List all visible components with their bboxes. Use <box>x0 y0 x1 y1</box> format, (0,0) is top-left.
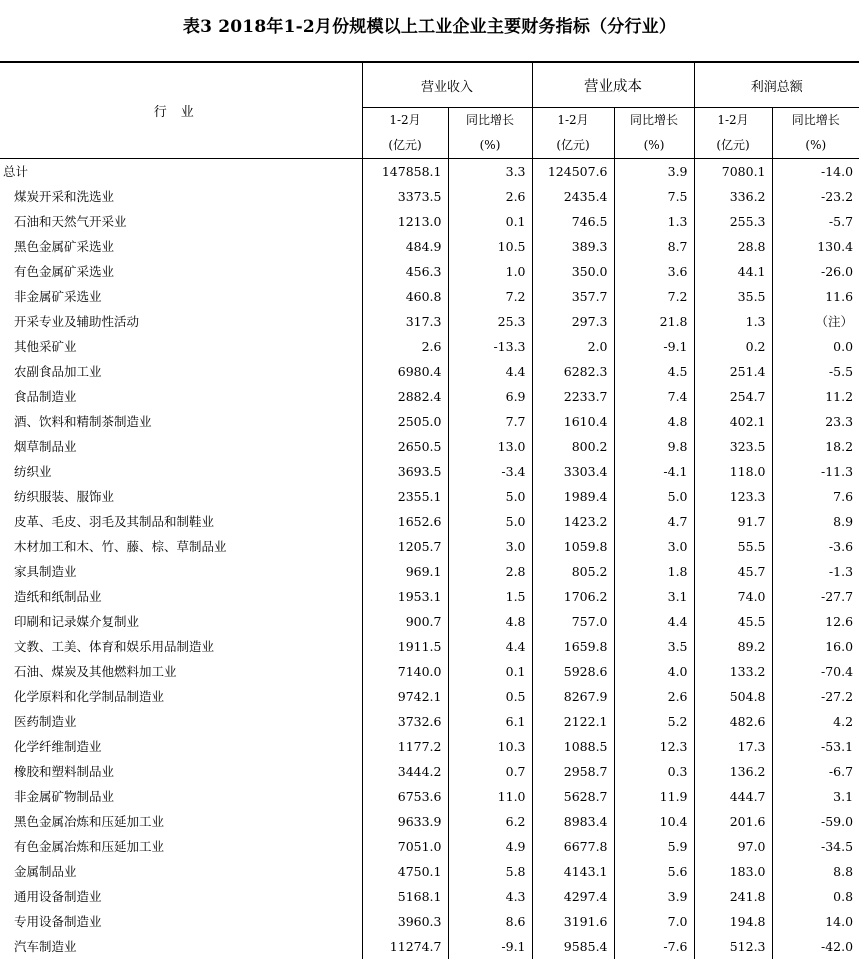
cost-growth-cell: -9.1 <box>614 334 694 359</box>
revenue-period-header: 1-2月 (亿元) <box>362 108 448 159</box>
revenue-value-cell: 317.3 <box>362 309 448 334</box>
cost-growth-cell: 4.8 <box>614 409 694 434</box>
table-row <box>0 809 859 834</box>
profit-growth-cell: -70.4 <box>772 659 859 684</box>
cost-growth-cell: 3.0 <box>614 534 694 559</box>
profit-growth-cell: -1.3 <box>772 559 859 584</box>
profit-value-cell: 35.5 <box>694 284 772 309</box>
financial-indicators-table <box>0 61 859 959</box>
profit-growth-cell: （注） <box>772 309 859 334</box>
profit-value-cell: 118.0 <box>694 459 772 484</box>
profit-value-cell: 241.8 <box>694 884 772 909</box>
cost-value-cell: 2958.7 <box>532 759 614 784</box>
profit-growth-cell: -23.2 <box>772 184 859 209</box>
cost-growth-cell: 1.8 <box>614 559 694 584</box>
cost-value-cell: 1989.4 <box>532 484 614 509</box>
profit-value-cell: 251.4 <box>694 359 772 384</box>
profit-value-cell: 201.6 <box>694 809 772 834</box>
profit-growth-cell: -27.7 <box>772 584 859 609</box>
table-row <box>0 659 859 684</box>
profit-value-cell: 28.8 <box>694 234 772 259</box>
revenue-growth-cell: 4.9 <box>448 834 532 859</box>
industry-name-cell: 石油、煤炭及其他燃料加工业 <box>0 659 362 684</box>
revenue-growth-cell: 1.0 <box>448 259 532 284</box>
revenue-value-cell: 969.1 <box>362 559 448 584</box>
profit-value-cell: 55.5 <box>694 534 772 559</box>
table-row <box>0 509 859 534</box>
profit-growth-cell: -53.1 <box>772 734 859 759</box>
profit-value-cell: 504.8 <box>694 684 772 709</box>
revenue-growth-cell: 13.0 <box>448 434 532 459</box>
revenue-growth-cell: 7.7 <box>448 409 532 434</box>
table-row <box>0 309 859 334</box>
profit-growth-cell: 11.6 <box>772 284 859 309</box>
profit-value-cell: 74.0 <box>694 584 772 609</box>
cost-growth-cell: 3.9 <box>614 159 694 185</box>
page-title: 表3 2018年1-2月份规模以上工业企业主要财务指标（分行业） <box>0 12 859 37</box>
revenue-header: 营业收入 <box>362 62 532 108</box>
table-row <box>0 559 859 584</box>
profit-value-cell: 194.8 <box>694 909 772 934</box>
cost-value-cell: 2.0 <box>532 334 614 359</box>
revenue-value-cell: 1213.0 <box>362 209 448 234</box>
revenue-value-cell: 460.8 <box>362 284 448 309</box>
cost-growth-cell: 21.8 <box>614 309 694 334</box>
revenue-growth-cell: 1.5 <box>448 584 532 609</box>
industry-name-cell: 黑色金属矿采选业 <box>0 234 362 259</box>
cost-growth-cell: 4.4 <box>614 609 694 634</box>
table-row <box>0 334 859 359</box>
table-row <box>0 759 859 784</box>
profit-value-cell: 1.3 <box>694 309 772 334</box>
cost-value-cell: 9585.4 <box>532 934 614 959</box>
cost-value-cell: 2122.1 <box>532 709 614 734</box>
profit-growth-cell: 4.2 <box>772 709 859 734</box>
profit-growth-cell: -5.7 <box>772 209 859 234</box>
profit-growth-cell: 16.0 <box>772 634 859 659</box>
table-row <box>0 734 859 759</box>
profit-value-cell: 183.0 <box>694 859 772 884</box>
cost-value-cell: 6677.8 <box>532 834 614 859</box>
industry-name-cell: 有色金属矿采选业 <box>0 259 362 284</box>
cost-value-cell: 1423.2 <box>532 509 614 534</box>
cost-growth-cell: 3.1 <box>614 584 694 609</box>
table-row <box>0 784 859 809</box>
profit-header: 利润总额 <box>694 62 859 108</box>
cost-value-cell: 350.0 <box>532 259 614 284</box>
cost-growth-cell: 9.8 <box>614 434 694 459</box>
industry-name-cell: 化学纤维制造业 <box>0 734 362 759</box>
revenue-growth-cell: 6.1 <box>448 709 532 734</box>
revenue-growth-cell: 5.8 <box>448 859 532 884</box>
industry-name-cell: 印刷和记录媒介复制业 <box>0 609 362 634</box>
table-row <box>0 284 859 309</box>
revenue-value-cell: 3444.2 <box>362 759 448 784</box>
profit-growth-cell: -42.0 <box>772 934 859 959</box>
cost-value-cell: 2435.4 <box>532 184 614 209</box>
profit-value-cell: 44.1 <box>694 259 772 284</box>
table-row <box>0 434 859 459</box>
revenue-value-cell: 484.9 <box>362 234 448 259</box>
profit-value-cell: 482.6 <box>694 709 772 734</box>
revenue-value-cell: 2882.4 <box>362 384 448 409</box>
table-row <box>0 184 859 209</box>
table-row <box>0 634 859 659</box>
industry-header: 行业 <box>0 62 362 159</box>
profit-value-cell: 45.5 <box>694 609 772 634</box>
cost-growth-cell: 5.0 <box>614 484 694 509</box>
revenue-growth-cell: 3.3 <box>448 159 532 185</box>
revenue-value-cell: 6980.4 <box>362 359 448 384</box>
revenue-growth-cell: 4.3 <box>448 884 532 909</box>
industry-name-cell: 造纸和纸制品业 <box>0 584 362 609</box>
cost-period-header: 1-2月 (亿元) <box>532 108 614 159</box>
revenue-value-cell: 3960.3 <box>362 909 448 934</box>
cost-value-cell: 8267.9 <box>532 684 614 709</box>
table-row <box>0 709 859 734</box>
table-row <box>0 359 859 384</box>
profit-value-cell: 0.2 <box>694 334 772 359</box>
revenue-growth-cell: 2.8 <box>448 559 532 584</box>
revenue-value-cell: 7051.0 <box>362 834 448 859</box>
cost-value-cell: 5928.6 <box>532 659 614 684</box>
table-row <box>0 834 859 859</box>
revenue-growth-cell: -9.1 <box>448 934 532 959</box>
table-row <box>0 259 859 284</box>
profit-growth-cell: 11.2 <box>772 384 859 409</box>
revenue-value-cell: 4750.1 <box>362 859 448 884</box>
table-row <box>0 609 859 634</box>
cost-growth-cell: 4.5 <box>614 359 694 384</box>
industry-name-cell: 烟草制品业 <box>0 434 362 459</box>
profit-value-cell: 402.1 <box>694 409 772 434</box>
industry-name-cell: 汽车制造业 <box>0 934 362 959</box>
industry-name-cell: 煤炭开采和洗选业 <box>0 184 362 209</box>
revenue-growth-cell: 4.8 <box>448 609 532 634</box>
table-row <box>0 884 859 909</box>
revenue-growth-cell: 7.2 <box>448 284 532 309</box>
cost-value-cell: 2233.7 <box>532 384 614 409</box>
revenue-growth-cell: 0.1 <box>448 209 532 234</box>
profit-growth-cell: 130.4 <box>772 234 859 259</box>
cost-value-cell: 1088.5 <box>532 734 614 759</box>
profit-growth-cell: -27.2 <box>772 684 859 709</box>
cost-value-cell: 297.3 <box>532 309 614 334</box>
cost-value-cell: 124507.6 <box>532 159 614 185</box>
revenue-growth-cell: 2.6 <box>448 184 532 209</box>
table-row <box>0 159 859 185</box>
cost-growth-cell: 3.6 <box>614 259 694 284</box>
revenue-growth-cell: -3.4 <box>448 459 532 484</box>
table-row <box>0 384 859 409</box>
profit-growth-cell: 8.9 <box>772 509 859 534</box>
revenue-value-cell: 456.3 <box>362 259 448 284</box>
revenue-growth-cell: 10.5 <box>448 234 532 259</box>
table-row <box>0 209 859 234</box>
table-row <box>0 409 859 434</box>
table-row <box>0 459 859 484</box>
profit-value-cell: 255.3 <box>694 209 772 234</box>
table-row <box>0 234 859 259</box>
profit-value-cell: 97.0 <box>694 834 772 859</box>
profit-growth-cell: 12.6 <box>772 609 859 634</box>
profit-growth-cell: 0.8 <box>772 884 859 909</box>
cost-value-cell: 389.3 <box>532 234 614 259</box>
cost-value-cell: 800.2 <box>532 434 614 459</box>
profit-value-cell: 45.7 <box>694 559 772 584</box>
profit-growth-cell: -34.5 <box>772 834 859 859</box>
profit-growth-cell: -59.0 <box>772 809 859 834</box>
table-row <box>0 684 859 709</box>
industry-name-cell: 酒、饮料和精制茶制造业 <box>0 409 362 434</box>
industry-name-cell: 专用设备制造业 <box>0 909 362 934</box>
industry-name-cell: 非金属矿采选业 <box>0 284 362 309</box>
cost-growth-cell: 3.5 <box>614 634 694 659</box>
industry-name-cell: 医药制造业 <box>0 709 362 734</box>
table-row <box>0 934 859 959</box>
profit-growth-cell: 14.0 <box>772 909 859 934</box>
cost-growth-cell: 1.3 <box>614 209 694 234</box>
revenue-growth-cell: 6.2 <box>448 809 532 834</box>
revenue-value-cell: 9633.9 <box>362 809 448 834</box>
revenue-value-cell: 11274.7 <box>362 934 448 959</box>
table-row <box>0 534 859 559</box>
industry-name-cell: 通用设备制造业 <box>0 884 362 909</box>
cost-growth-cell: 5.2 <box>614 709 694 734</box>
industry-name-cell: 金属制品业 <box>0 859 362 884</box>
revenue-growth-header: 同比增长 (%) <box>448 108 532 159</box>
cost-growth-cell: 7.2 <box>614 284 694 309</box>
profit-growth-cell: -3.6 <box>772 534 859 559</box>
revenue-growth-cell: 5.0 <box>448 509 532 534</box>
industry-name-cell: 总计 <box>0 159 362 185</box>
cost-value-cell: 805.2 <box>532 559 614 584</box>
profit-growth-cell: 23.3 <box>772 409 859 434</box>
revenue-value-cell: 2.6 <box>362 334 448 359</box>
profit-value-cell: 133.2 <box>694 659 772 684</box>
industry-name-cell: 农副食品加工业 <box>0 359 362 384</box>
cost-growth-cell: -4.1 <box>614 459 694 484</box>
profit-value-cell: 336.2 <box>694 184 772 209</box>
industry-name-cell: 其他采矿业 <box>0 334 362 359</box>
cost-growth-cell: 2.6 <box>614 684 694 709</box>
cost-value-cell: 746.5 <box>532 209 614 234</box>
profit-growth-cell: -6.7 <box>772 759 859 784</box>
industry-name-cell: 化学原料和化学制品制造业 <box>0 684 362 709</box>
revenue-value-cell: 9742.1 <box>362 684 448 709</box>
cost-growth-cell: 5.6 <box>614 859 694 884</box>
revenue-value-cell: 3373.5 <box>362 184 448 209</box>
revenue-growth-cell: 0.5 <box>448 684 532 709</box>
cost-growth-cell: 7.0 <box>614 909 694 934</box>
profit-value-cell: 512.3 <box>694 934 772 959</box>
revenue-value-cell: 7140.0 <box>362 659 448 684</box>
revenue-growth-cell: 11.0 <box>448 784 532 809</box>
profit-growth-cell: 3.1 <box>772 784 859 809</box>
industry-name-cell: 有色金属冶炼和压延加工业 <box>0 834 362 859</box>
cost-value-cell: 3191.6 <box>532 909 614 934</box>
profit-value-cell: 7080.1 <box>694 159 772 185</box>
table-body <box>0 159 859 959</box>
industry-name-cell: 食品制造业 <box>0 384 362 409</box>
revenue-value-cell: 2650.5 <box>362 434 448 459</box>
industry-name-cell: 非金属矿物制品业 <box>0 784 362 809</box>
cost-value-cell: 357.7 <box>532 284 614 309</box>
cost-growth-cell: -7.6 <box>614 934 694 959</box>
revenue-growth-cell: 3.0 <box>448 534 532 559</box>
revenue-growth-cell: 0.1 <box>448 659 532 684</box>
table-row <box>0 909 859 934</box>
industry-name-cell: 家具制造业 <box>0 559 362 584</box>
profit-value-cell: 89.2 <box>694 634 772 659</box>
revenue-value-cell: 1652.6 <box>362 509 448 534</box>
industry-name-cell: 木材加工和木、竹、藤、棕、草制品业 <box>0 534 362 559</box>
profit-value-cell: 444.7 <box>694 784 772 809</box>
profit-growth-cell: 7.6 <box>772 484 859 509</box>
profit-value-cell: 123.3 <box>694 484 772 509</box>
cost-growth-cell: 7.4 <box>614 384 694 409</box>
cost-header: 营业成本 <box>532 62 694 108</box>
cost-growth-cell: 3.9 <box>614 884 694 909</box>
cost-growth-cell: 5.9 <box>614 834 694 859</box>
table-row <box>0 584 859 609</box>
revenue-value-cell: 2355.1 <box>362 484 448 509</box>
revenue-growth-cell: 5.0 <box>448 484 532 509</box>
profit-value-cell: 136.2 <box>694 759 772 784</box>
industry-name-cell: 石油和天然气开采业 <box>0 209 362 234</box>
industry-name-cell: 黑色金属冶炼和压延加工业 <box>0 809 362 834</box>
profit-growth-cell: -26.0 <box>772 259 859 284</box>
table-row <box>0 859 859 884</box>
revenue-growth-cell: 10.3 <box>448 734 532 759</box>
cost-value-cell: 1659.8 <box>532 634 614 659</box>
industry-name-cell: 纺织业 <box>0 459 362 484</box>
cost-value-cell: 6282.3 <box>532 359 614 384</box>
cost-value-cell: 8983.4 <box>532 809 614 834</box>
cost-growth-cell: 12.3 <box>614 734 694 759</box>
cost-value-cell: 5628.7 <box>532 784 614 809</box>
revenue-value-cell: 1177.2 <box>362 734 448 759</box>
revenue-growth-cell: 4.4 <box>448 359 532 384</box>
revenue-value-cell: 1911.5 <box>362 634 448 659</box>
cost-growth-cell: 10.4 <box>614 809 694 834</box>
cost-value-cell: 4297.4 <box>532 884 614 909</box>
industry-name-cell: 橡胶和塑料制品业 <box>0 759 362 784</box>
revenue-growth-cell: 0.7 <box>448 759 532 784</box>
cost-value-cell: 1610.4 <box>532 409 614 434</box>
industry-name-cell: 纺织服装、服饰业 <box>0 484 362 509</box>
cost-growth-cell: 0.3 <box>614 759 694 784</box>
revenue-value-cell: 3693.5 <box>362 459 448 484</box>
revenue-value-cell: 3732.6 <box>362 709 448 734</box>
profit-value-cell: 254.7 <box>694 384 772 409</box>
profit-growth-cell: 8.8 <box>772 859 859 884</box>
revenue-value-cell: 147858.1 <box>362 159 448 185</box>
profit-growth-cell: -14.0 <box>772 159 859 185</box>
revenue-growth-cell: -13.3 <box>448 334 532 359</box>
revenue-growth-cell: 8.6 <box>448 909 532 934</box>
cost-growth-cell: 8.7 <box>614 234 694 259</box>
revenue-growth-cell: 6.9 <box>448 384 532 409</box>
table-row <box>0 484 859 509</box>
revenue-value-cell: 6753.6 <box>362 784 448 809</box>
cost-growth-cell: 11.9 <box>614 784 694 809</box>
industry-name-cell: 皮革、毛皮、羽毛及其制品和制鞋业 <box>0 509 362 534</box>
cost-value-cell: 1059.8 <box>532 534 614 559</box>
revenue-value-cell: 900.7 <box>362 609 448 634</box>
cost-value-cell: 1706.2 <box>532 584 614 609</box>
revenue-value-cell: 1953.1 <box>362 584 448 609</box>
revenue-growth-cell: 4.4 <box>448 634 532 659</box>
cost-growth-header: 同比增长 (%) <box>614 108 694 159</box>
cost-growth-cell: 4.0 <box>614 659 694 684</box>
cost-value-cell: 4143.1 <box>532 859 614 884</box>
profit-growth-header: 同比增长 (%) <box>772 108 859 159</box>
industry-name-cell: 文教、工美、体育和娱乐用品制造业 <box>0 634 362 659</box>
revenue-value-cell: 1205.7 <box>362 534 448 559</box>
industry-name-cell: 开采专业及辅助性活动 <box>0 309 362 334</box>
revenue-value-cell: 2505.0 <box>362 409 448 434</box>
profit-growth-cell: 18.2 <box>772 434 859 459</box>
profit-growth-cell: -5.5 <box>772 359 859 384</box>
profit-growth-cell: -11.3 <box>772 459 859 484</box>
profit-value-cell: 91.7 <box>694 509 772 534</box>
cost-growth-cell: 7.5 <box>614 184 694 209</box>
profit-growth-cell: 0.0 <box>772 334 859 359</box>
profit-value-cell: 17.3 <box>694 734 772 759</box>
revenue-growth-cell: 25.3 <box>448 309 532 334</box>
revenue-value-cell: 5168.1 <box>362 884 448 909</box>
cost-value-cell: 3303.4 <box>532 459 614 484</box>
profit-period-header: 1-2月 (亿元) <box>694 108 772 159</box>
profit-value-cell: 323.5 <box>694 434 772 459</box>
cost-growth-cell: 4.7 <box>614 509 694 534</box>
cost-value-cell: 757.0 <box>532 609 614 634</box>
